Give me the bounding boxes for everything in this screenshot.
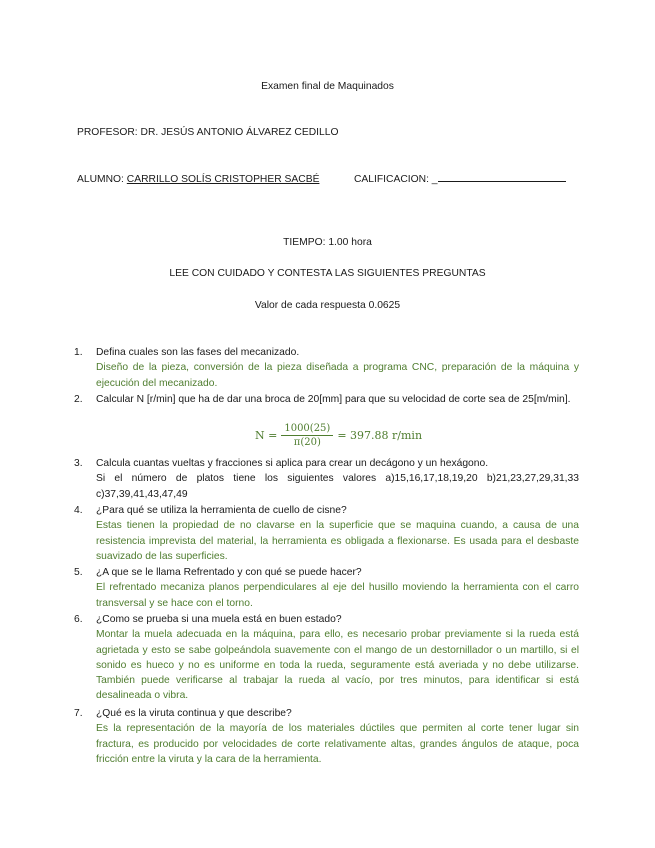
formula-lhs: N = [255,429,278,442]
question-text: Calcular N [r/min] que ha de dar una broca de 20[mm] para que su velocidad de corte sea de 25[m/min]. [96,394,571,405]
exam-title: Examen final de Maquinados [261,81,394,92]
answer-text: Diseño de la pieza, conversión de la pieza diseñada a programa CNC, preparación de la máquina y ejecución del mecanizado. [96,362,579,389]
profesor-line: PROFESOR: DR. JESÚS ANTONIO ÁLVAREZ CEDILLO [77,127,339,138]
answer-text: Estas tienen la propiedad de no clavarse en la superficie que se maquina cuando, a causa de una resistencia imprevista del material, la herramienta es obligada a flexionarse. Es usada para el desbaste suavizado de las superficies. [96,520,579,562]
alumno-name: CARRILLO SOLÍS CRISTOPHER SACBÉ [126,174,320,185]
formula [255,423,422,448]
calificacion-blank [438,172,566,182]
answer-text: Es la representación de la mayoría de los materiales dúctiles que permiten al corte tener lugar sin fractura, es producido por velocidades de corte relativamente altas, grandes ángulos de ataque, poca fricción entre la viruta y la cara de la herramienta. [96,723,579,765]
question-6 [74,612,579,704]
calificacion-label: CALIFICACION: _ [354,174,438,185]
question-number: 4. [74,505,83,516]
question-extra: Si el número de platos tiene los siguientes valores a)15,16,17,18,19,20 b)21,23,27,29,31,33 c)37,39,41,43,47,49 [96,473,579,500]
alumno-label: ALUMNO: [77,174,124,185]
question-number: 2. [74,394,83,405]
alumno-line [77,172,319,187]
question-7 [74,706,579,767]
answer-text: Montar la muela adecuada en la máquina, para ello, es necesario probar previamente si la rueda está agrietada y esto se sabe golpeándola suavemente con el mango de un destornillador o un martillo, si el sonido es hueco y no es uniforme en toda la rueda, seguramente está averiada y no debe utilizarse. También puede verificarse al trabajar la rueda al vacío, por tres minutos, para identificar si está desalineada o vibra. [96,629,579,702]
question-1 [74,345,579,391]
question-text: Calcula cuantas vueltas y fracciones si aplica para crear un decágono y un hexágono. [96,458,489,469]
question-text: ¿A que se le llama Refrentado y con qué se puede hacer? [96,567,362,578]
formula-fraction [281,423,333,448]
question-text: ¿Qué es la viruta continua y que describe? [96,708,292,719]
question-text: ¿Como se prueba si una muela está en buen estado? [96,614,342,625]
tiempo-line: TIEMPO: 1.00 hora [283,237,372,248]
question-text: ¿Para qué se utiliza la herramienta de cuello de cisne? [96,505,347,516]
question-3 [74,456,579,502]
question-text: Defina cuales son las fases del mecanizado. [96,347,300,358]
question-5 [74,565,579,611]
question-number: 5. [74,567,83,578]
calificacion-line [354,172,566,187]
answer-text: El refrentado mecaniza planos perpendiculares al eje del husillo moviendo la herramienta con el carro transversal y se hace con el torno. [96,582,579,609]
formula-denominator: π(20) [293,437,321,448]
formula-numerator: 1000(25) [281,423,333,436]
valor-line: Valor de cada respuesta 0.0625 [254,300,401,311]
question-number: 1. [74,347,83,358]
formula-rhs: = 397.88 r/min [337,429,423,442]
question-number: 6. [74,614,83,625]
question-2 [74,392,579,407]
question-number: 7. [74,708,83,719]
instructions-line: LEE CON CUIDADO Y CONTESTA LAS SIGUIENTES PREGUNTAS [169,268,486,279]
question-number: 3. [74,458,83,469]
question-4 [74,503,579,564]
